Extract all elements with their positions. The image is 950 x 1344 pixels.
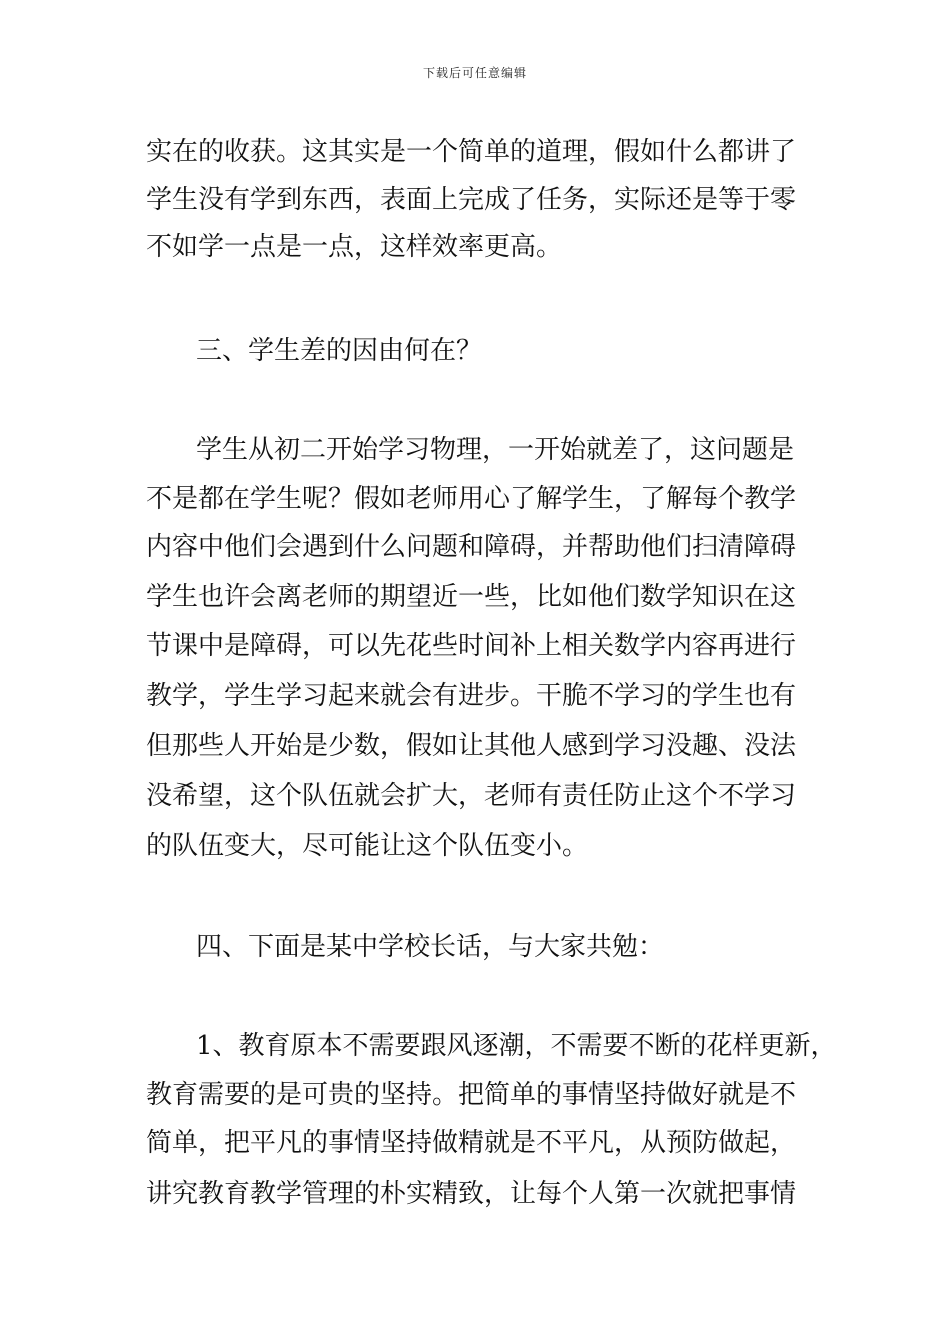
text-line: 1、教育原本不需要跟风逐潮，不需要不断的花样更新，: [196, 1031, 837, 1061]
text-line: 学生也许会离老师的期望近一些，比如他们数学知识在这: [146, 582, 797, 612]
text-line: 简单，把平凡的事情坚持做精就是不平凡，从预防做起，: [146, 1128, 797, 1158]
text-line: 教育需要的是可贵的坚持。把简单的事情坚持做好就是不: [146, 1080, 797, 1110]
text-line: 实在的收获。这其实是一个简单的道理，假如什么都讲了: [146, 137, 797, 167]
text-line: 学生没有学到东西，表面上完成了任务，实际还是等于零: [146, 185, 797, 215]
text-line: 的队伍变大，尽可能让这个队伍变小。: [146, 831, 589, 861]
text-line: 不如学一点是一点，这样效率更高。: [146, 232, 563, 262]
text-line: 内容中他们会遇到什么问题和障碍，并帮助他们扫清障碍: [146, 532, 797, 562]
text-line: 节课中是障碍，可以先花些时间补上相关数学内容再进行: [146, 631, 797, 661]
text-line: 讲究教育教学管理的朴实精致，让每个人第一次就把事情: [146, 1179, 797, 1209]
page-header: 下载后可任意编辑: [422, 66, 527, 80]
text-line: 没希望，这个队伍就会扩大，老师有责任防止这个不学习: [146, 781, 797, 811]
section-heading: 三、学生差的因由何在？: [196, 336, 483, 366]
text-line: 学生从初二开始学习物理，一开始就差了，这问题是: [196, 435, 795, 465]
text-line: 教学，学生学习起来就会有进步。干脆不学习的学生也有: [146, 681, 797, 711]
text-line: 但那些人开始是少数，假如让其他人感到学习没趣、没法: [146, 731, 797, 761]
text-line: 不是都在学生呢？假如老师用心了解学生，了解每个教学: [146, 484, 797, 514]
section-heading: 四、下面是某中学校长话，与大家共勉：: [196, 932, 665, 962]
